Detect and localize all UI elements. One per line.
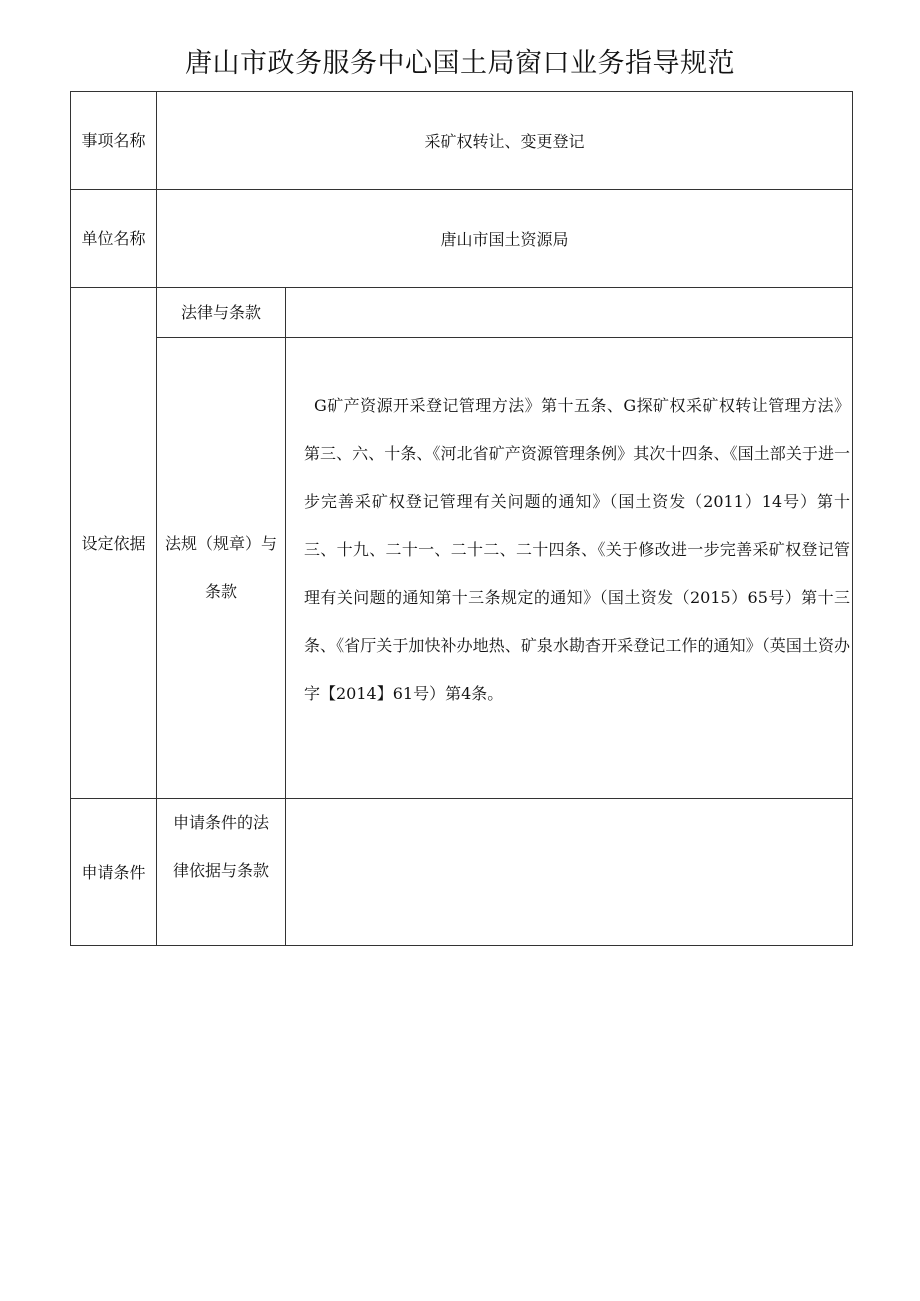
row-basis-regs — [71, 338, 853, 799]
unit-name-label: 单位名称 — [71, 190, 157, 288]
conditions-basis-value — [286, 799, 853, 946]
conditions-basis-label: 申请条件的法律依据与条款 — [157, 799, 286, 946]
regs-value — [286, 338, 853, 799]
page-title: 唐山市政务服务中心国土局窗口业务指导规范 — [185, 48, 735, 79]
row-basis-law — [71, 288, 853, 338]
row-unit-name — [71, 190, 853, 288]
item-name-value: 采矿权转让、变更登记 — [157, 92, 853, 190]
conditions-label: 申请条件 — [71, 799, 157, 946]
law-label: 法律与条款 — [157, 288, 286, 338]
regs-label: 法规（规章）与条款 — [157, 338, 286, 799]
row-item-name — [71, 92, 853, 190]
item-name-label: 事项名称 — [71, 92, 157, 190]
regs-text: G矿产资源开采登记管理方法》第十五条、G探矿权采矿权转让管理方法》第三、六、十条、《河北省矿产资源管理条例》其次十四条、《国土部关于进一步完善采矿权登记管理有关问题的通知》（国土资发（2011）14号）第十三、十九、二十一、二十二、二十四条、《关于修改进一步完善采矿权登记管理有关问题的通知第十三条规定的通知》（国土资发（2015）65号）第十三条、《省厅关于加快补办地热、矿泉水勘杳开采登记工作的通知》（英国土资办字【2014】61号）第4条。 — [304, 396, 851, 703]
row-conditions — [71, 799, 853, 946]
basis-label: 设定依据 — [71, 288, 157, 799]
law-value — [286, 288, 853, 338]
guidance-table — [70, 91, 853, 946]
unit-name-value: 唐山市国土资源局 — [157, 190, 853, 288]
